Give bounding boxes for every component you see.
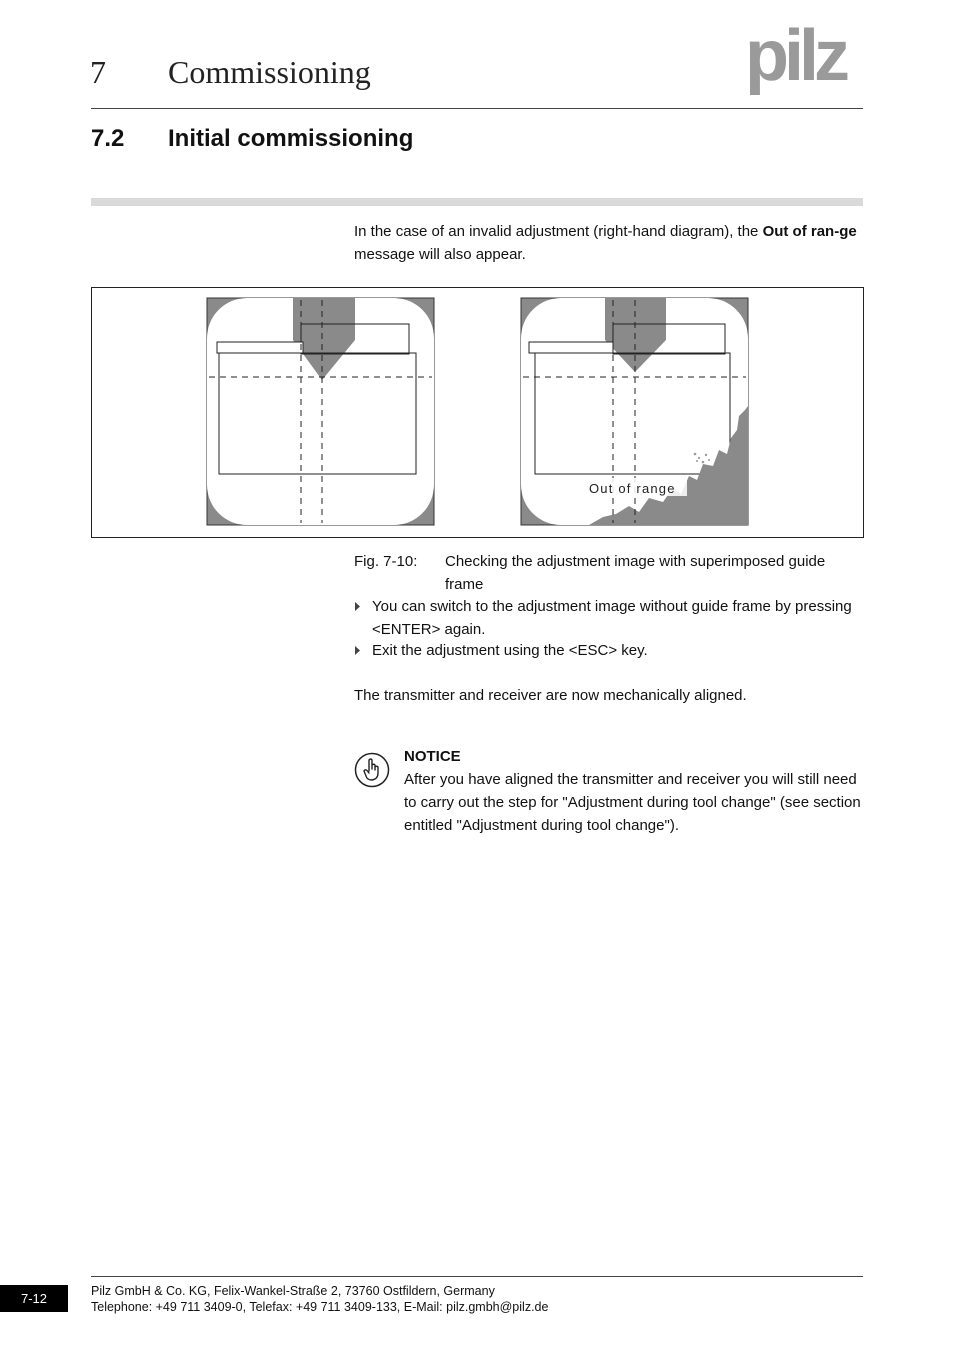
- intro-text-after: message will also appear.: [354, 246, 526, 263]
- bullet-text: You can switch to the adjustment image without guide frame by pressing <ENTER> again.: [372, 598, 852, 638]
- section-divider: [91, 198, 863, 206]
- bullet-text: Exit the adjustment using the <ESC> key.: [372, 642, 648, 659]
- footer-rule: [91, 1276, 863, 1277]
- notice-body: After you have aligned the transmitter and receiver you will still need to carry out the step for "Adjustment during tool change" (see section entitled "Adjustment during tool change").: [404, 771, 861, 834]
- section-title: Initial commissioning: [168, 125, 414, 152]
- adjustment-diagrams: [92, 288, 863, 537]
- logo-text: pilz: [745, 26, 845, 96]
- valid-adjustment-diagram: [207, 298, 434, 525]
- intro-bold-message: Out of ran-ge: [762, 223, 857, 240]
- triangle-bullet-icon: [354, 639, 368, 669]
- chapter-title: Commissioning: [168, 54, 371, 90]
- intro-paragraph: [354, 220, 866, 266]
- triangle-bullet-icon: [354, 595, 368, 625]
- chapter-number: 7: [90, 54, 106, 90]
- intro-text-before: In the case of an invalid adjustment (right-hand diagram), the: [354, 223, 763, 240]
- figure-caption-text: Checking the adjustment image with superimposed guide frame: [445, 553, 826, 593]
- header-rule: [91, 108, 863, 109]
- footer-address: [91, 1283, 548, 1315]
- section-number: 7.2: [91, 125, 125, 152]
- pilz-logo: [745, 26, 865, 96]
- out-of-range-label: Out of range: [589, 481, 676, 496]
- footer-line-contact: Telephone: +49 711 3409-0, Telefax: +49 711 3409-133, E-Mail: pilz.gmbh@pilz.de: [91, 1300, 549, 1314]
- notice-title: NOTICE: [404, 748, 461, 765]
- page-number: 7-12: [0, 1285, 68, 1312]
- aligned-statement: The transmitter and receiver are now mechanically aligned.: [354, 687, 747, 704]
- figure-caption-label: Fig. 7-10:: [354, 553, 418, 570]
- footer-line-company: Pilz GmbH & Co. KG, Felix-Wankel-Straße 2, 73760 Ostfildern, Germany: [91, 1284, 495, 1298]
- hand-pointer-icon: [354, 752, 390, 788]
- figure-frame: [91, 287, 864, 538]
- invalid-adjustment-diagram: [521, 298, 748, 525]
